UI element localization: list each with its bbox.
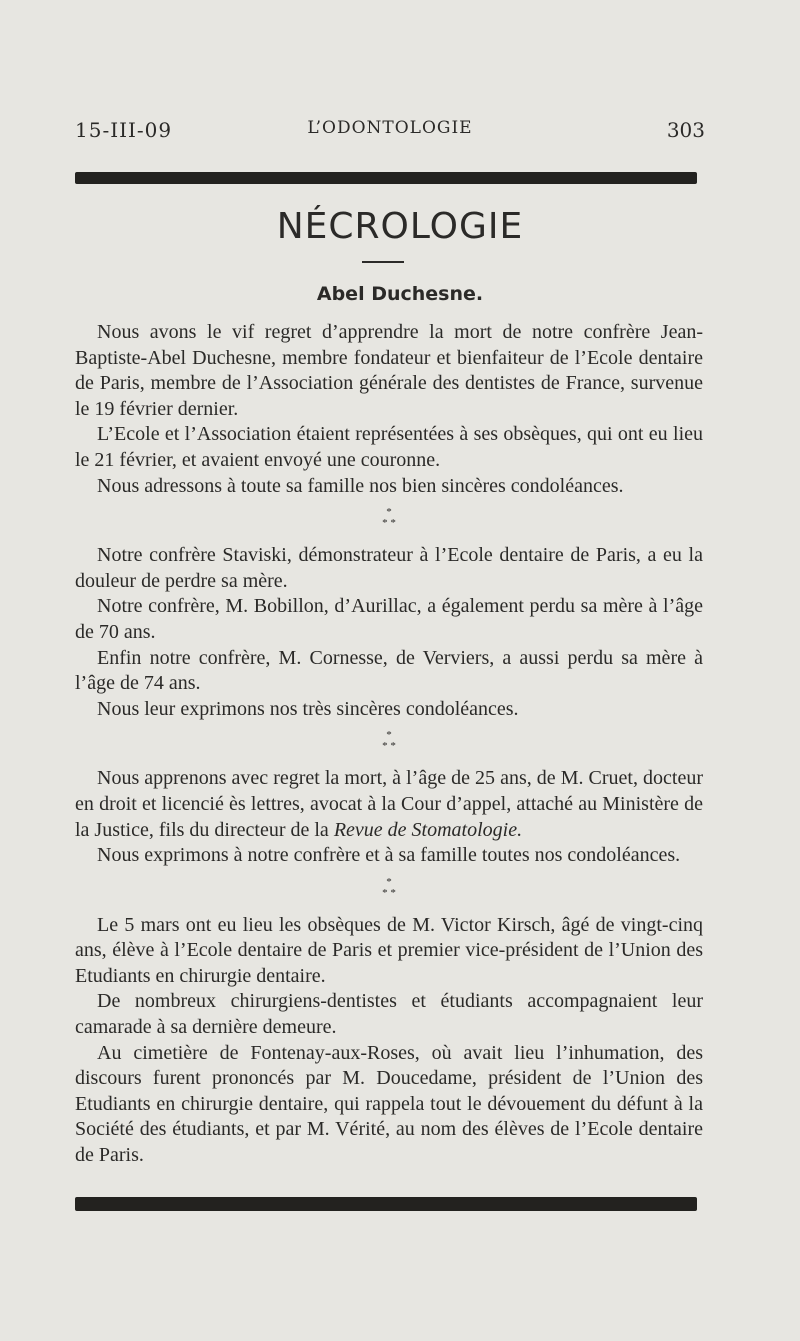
paragraph: Notre confrère Staviski, démonstrateur à l’Ecole dentaire de Paris, a eu la douleur de perdre sa mère. — [75, 544, 703, 592]
issue-date: 15-III-09 — [75, 118, 173, 142]
paragraph: Au cimetière de Fontenay-aux-Roses, où avait lieu l’inhumation, des discours furent prononcés par M. Doucedame, président de l’Union des Etudiants en chirurgie dentaire, qui rappela tout le dévouement du défunt à la Société des étudiants, et par M. Vérité, au nom des élèves de l’Ecole dentaire de Paris. — [75, 1041, 703, 1167]
section-title: NÉCROLOGIE — [276, 206, 524, 247]
top-rule — [75, 172, 697, 184]
paragraph: Nous apprenons avec regret la mort, à l’âge de 25 ans, de M. Cruet, docteur en droit et licencié ès lettres, avocat à la Cour d’appel, attaché au Ministère de la Justice, fils du directeur de la Revue de Stomatologie. — [75, 767, 703, 841]
paragraph: Nous leur exprimons nos très sincères condoléances. — [97, 697, 519, 720]
paragraph: Le 5 mars ont eu lieu les obsèques de M. Victor Kirsch, âgé de vingt-cinq ans, élève à l’Ecole dentaire de Paris et premier vice-président de l’Union des Etudiants en chirurgie dentaire. — [75, 913, 703, 987]
paragraph: Nous avons le vif regret d’apprendre la mort de notre confrère Jean-Baptiste-Abel Duchesne, membre fondateur et bienfaiteur de l’Ecole dentaire de Paris, membre de l’Association générale des dentistes de France, survenue le 19 février dernier. — [75, 321, 703, 420]
paragraph: Notre confrère, M. Bobillon, d’Aurillac, a également perdu sa mère à l’âge de 70 ans. — [75, 595, 703, 643]
journal-title: L’ODONTOLOGIE — [307, 118, 473, 138]
article-subtitle: Abel Duchesne. — [316, 283, 484, 305]
bottom-rule — [75, 1197, 697, 1211]
paragraph: Nous adressons à toute sa famille nos bien sincères condoléances. — [97, 474, 624, 497]
page-number: 303 — [666, 118, 705, 142]
article-body — [75, 320, 703, 1169]
journal-citation: Revue de Stomatologie. — [333, 818, 523, 841]
paragraph: L’Ecole et l’Association étaient représentées à ses obsèques, qui ont eu lieu le 21 février, et avaient envoyé une couronne. — [75, 423, 703, 471]
running-header — [75, 118, 705, 144]
section-separator: * * * — [382, 875, 396, 899]
paragraph: Nous exprimons à notre confrère et à sa famille toutes nos condoléances. — [97, 844, 681, 867]
paragraph: De nombreux chirurgiens-dentistes et étudiants accompagnaient leur camarade à sa dernière demeure. — [75, 990, 703, 1039]
section-separator: * * * — [382, 506, 396, 530]
paragraph: Enfin notre confrère, M. Cornesse, de Verviers, a aussi perdu sa mère à l’âge de 74 ans. — [75, 646, 703, 695]
section-separator: * * * — [382, 729, 396, 753]
title-underline — [362, 261, 404, 263]
